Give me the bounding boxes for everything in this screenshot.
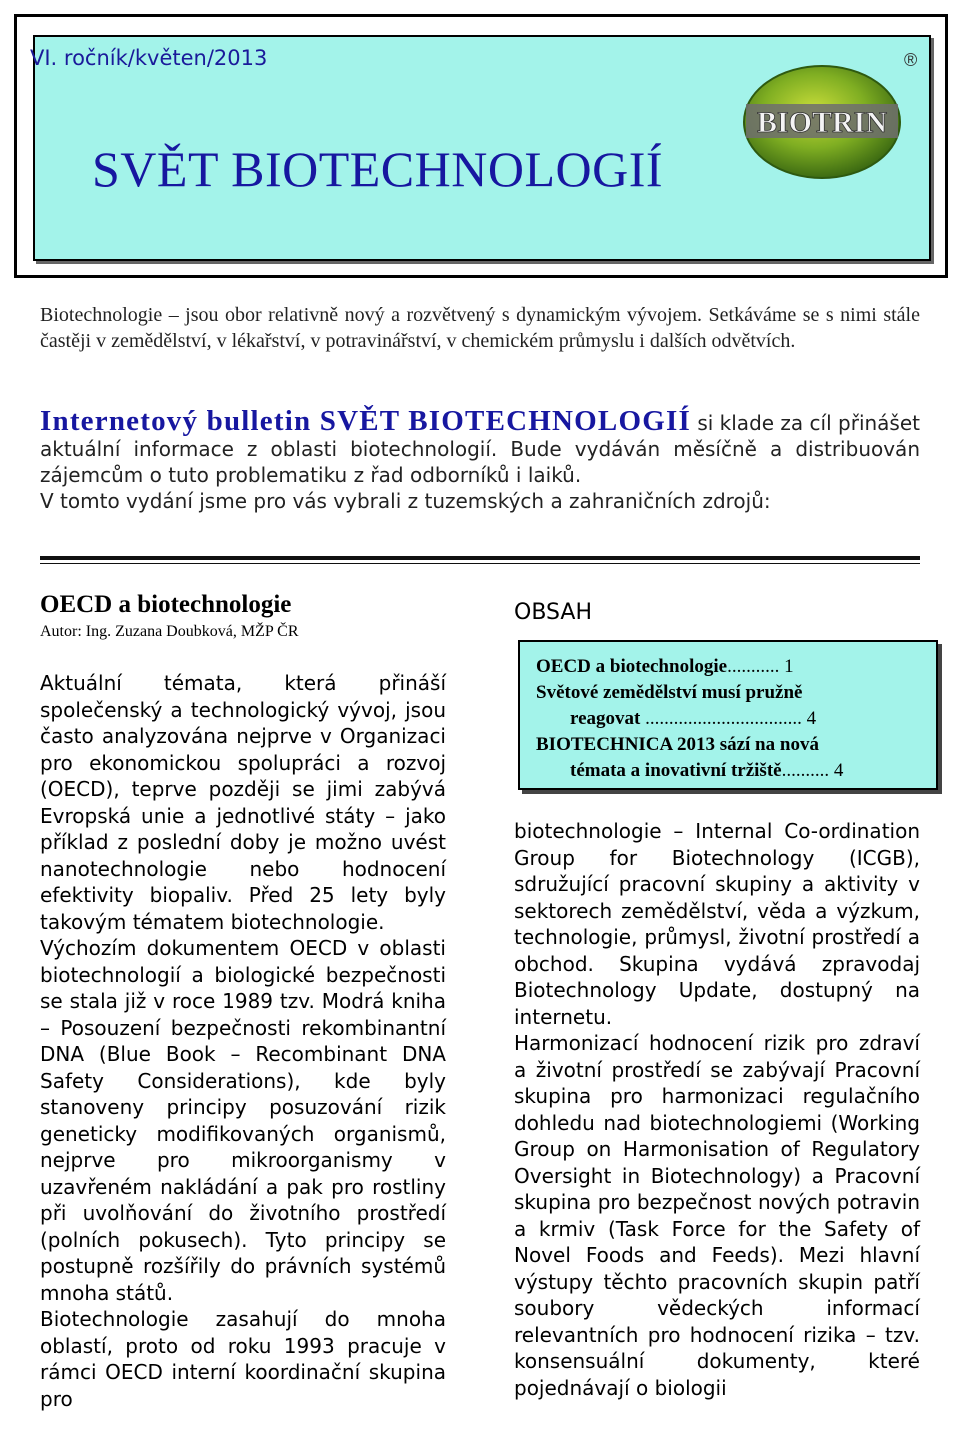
bulletin-lead: Internetový bulletin SVĚT BIOTECHNOLOGIÍ	[40, 405, 691, 437]
article-column-left	[40, 590, 446, 1412]
article-column-right	[514, 600, 920, 1401]
toc-item-label-cont: témata a inovativní tržiště	[570, 760, 782, 781]
article-paragraph: biotechnologie – Internal Co-ordination Group for Biotechnology (ICGB), sdružující pracovní skupiny a aktivity v sektorech zemědělství, věda a výzkum, technologie, průmysl, životní prostředí a obchod. Skupina vydává zpravodaj Biotechnology Update, dostupný na internetu.	[514, 819, 920, 1029]
toc-item-label-cont: reagovat	[570, 708, 641, 729]
bulletin-note: V tomto vydání jsme pro vás vybrali z tuzemských a zahraničních zdrojů:	[40, 489, 771, 513]
toc-item[interactable]	[536, 654, 924, 680]
article-paragraph: Harmonizací hodnocení rizik pro zdraví a životní prostředí se zabývají Pracovní skupina pro harmonizaci regulačního dohledu nad biotechnologiemi (Working Group on Harmonisation of Regulatory Oversight in Biotechnology) a Pracovní skupina pro bezpečnost nových potravin a krmiv (Task Force for the Safety of Novel Foods and Feeds). Mezi hlavní výstupy těchto pracovních skupin patří soubory vědeckých informací relevantních pro hodnocení rizika – tzv. konsensuální dokumenty, které pojednávají o biologii	[514, 1031, 920, 1400]
bulletin-intro	[40, 405, 920, 514]
toc-title: OBSAH	[514, 600, 592, 625]
article-paragraph: Výchozím dokumentem OECD v oblasti biotechnologií a biologické bezpečnosti se stala již v roce 1989 tzv. Modrá kniha – Posouzení bezpečnosti rekombinantní DNA (Blue Book – Recombinant DNA Safety Considerations), kde byly stanoveny principy posuzování rizik geneticky modifikovaných organismů, nejprve pro mikroorganismy v uzavřeném nakládání a pak pro rostliny při uvolňování do životního prostředí (polních pokusech). Tyto principy se postupně rozšířily do právních systémů mnoha států.	[40, 936, 446, 1305]
registered-mark: ®	[904, 50, 918, 70]
article-paragraph: Biotechnologie zasahují do mnoha oblastí, proto od roku 1993 pracuje v rámci OECD interní koordinační skupina pro	[40, 1307, 446, 1411]
toc-item-label: Světové zemědělství musí pružně	[536, 682, 803, 703]
article-author: Autor: Ing. Zuzana Doubková, MŽP ČR	[40, 623, 299, 640]
biotrin-logo	[740, 44, 920, 184]
separator-thick	[40, 556, 920, 560]
toc-item[interactable]	[536, 680, 924, 732]
intro-paragraph: Biotechnologie – jsou obor relativně nový a rozvětvený s dynamickým vývojem. Setkáváme se s nimi stále častěji v zemědělství, v lékařství, v potravinářství, v chemickém průmyslu i dalších odvětvích.	[40, 304, 920, 352]
separator-thin	[40, 563, 920, 564]
logo-text: BIOTRIN	[756, 106, 888, 139]
toc-item-label: OECD a biotechnologie	[536, 656, 728, 677]
toc-box	[518, 640, 938, 790]
bulletin-text: si klade za cíl přinášet aktuální informace z oblasti biotechnologií. Bude vydáván měsíčně a distribuován zájemcům o tuto problematiku z řad odborníků i laiků.	[40, 411, 920, 487]
toc-dots: ...........	[727, 656, 780, 677]
toc-dots: ..........	[781, 760, 830, 781]
toc-page: 1	[784, 656, 794, 677]
toc-page: 4	[806, 708, 817, 729]
article-title: OECD a biotechnologie	[40, 591, 292, 618]
article-body-left	[40, 670, 446, 1412]
toc-item-label: BIOTECHNICA 2013 sází na nová	[536, 734, 819, 755]
toc-item[interactable]	[536, 732, 924, 784]
article-body-right	[514, 818, 920, 1401]
toc-dots: .................................	[640, 708, 802, 729]
toc-page: 4	[833, 760, 844, 781]
issue-label: VI. ročník/květen/2013	[30, 46, 268, 70]
article-paragraph: Aktuální témata, která přináší společenský a technologický vývoj, jsou často analyzována nejprve v Organizaci pro ekonomickou spolupráci a rozvoj (OECD), teprve později se jimi zabývá Evropská unie a jednotlivé státy – jako příklad z poslední doby je možno uvést nanotechnologie nebo hodnocení efektivity biopaliv. Před 25 lety byly takovým tématem biotechnologie.	[40, 671, 446, 934]
bulletin-title: SVĚT BIOTECHNOLOGIÍ	[92, 141, 664, 197]
